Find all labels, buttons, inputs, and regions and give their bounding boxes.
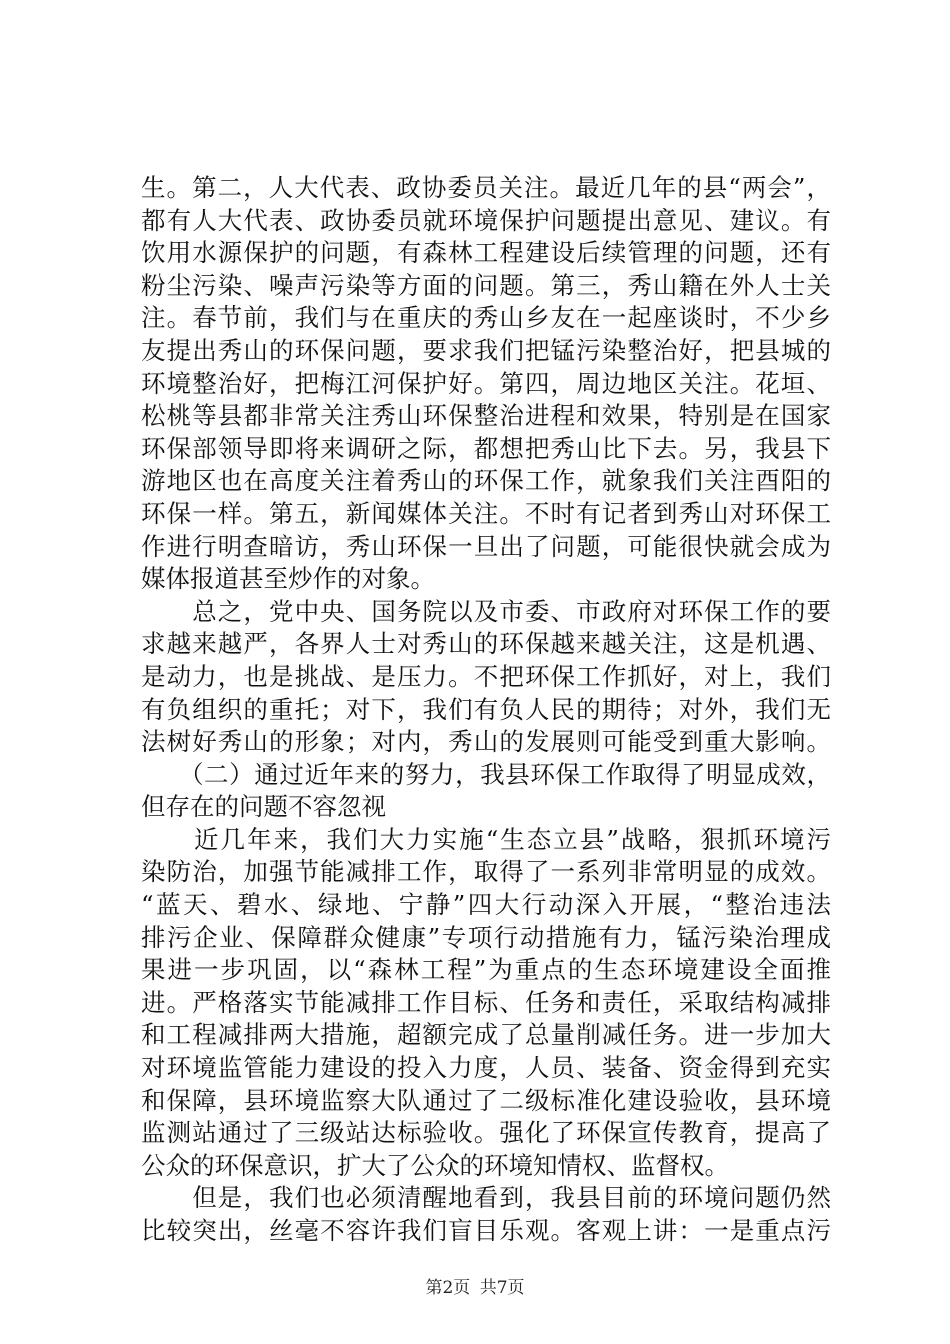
text-line: 但存在的问题不容忽视	[141, 792, 386, 822]
text-line: 公众的环保意识，扩大了公众的环境知情权、监督权。	[141, 1150, 729, 1180]
text-line: 环境整治好，把梅江河保护好。第四，周边地区关注。花垣、	[141, 368, 831, 398]
text-line: 法树好秀山的形象；对内，秀山的发展则可能受到重大影响。	[141, 727, 831, 757]
text-line: 饮用水源保护的问题，有森林工程建设后续管理的问题，还有	[141, 238, 831, 268]
text-line: （二）通过近年来的努力，我县环保工作取得了明显成效，	[141, 759, 831, 789]
text-line: 和工程减排两大措施，超额完成了总量削减任务。进一步加大	[141, 1020, 831, 1050]
text-line: 和保障，县环境监察大队通过了二级标准化建设验收，县环境	[141, 1085, 831, 1115]
text-line: 但是，我们也必须清醒地看到，我县目前的环境问题仍然	[141, 1183, 831, 1213]
text-line: 总之，党中央、国务院以及市委、市政府对环保工作的要	[141, 596, 831, 626]
page-total: 共7页	[479, 1278, 525, 1298]
text-line: 染防治，加强节能减排工作，取得了一系列非常明显的成效。	[141, 857, 831, 887]
text-line: 是动力，也是挑战、是压力。不把环保工作抓好，对上，我们	[141, 661, 831, 691]
text-line: “蓝天、碧水、绿地、宁静”四大行动深入开展，“整治违法	[141, 890, 831, 920]
text-line: 作进行明查暗访，秀山环保一旦出了问题，可能很快就会成为	[141, 531, 831, 561]
text-line: 松桃等县都非常关注秀山环保整治进程和效果，特别是在国家	[141, 401, 831, 431]
text-line: 环保部领导即将来调研之际，都想把秀山比下去。另，我县下	[141, 433, 831, 463]
text-line: 都有人大代表、政协委员就环境保护问题提出意见、建议。有	[141, 205, 831, 235]
text-line: 游地区也在高度关注着秀山的环保工作，就象我们关注酉阳的	[141, 466, 831, 496]
page-number: 第2页	[425, 1278, 471, 1298]
text-line: 有负组织的重托；对下，我们有负人民的期待；对外，我们无	[141, 694, 831, 724]
text-line: 比较突出，丝毫不容许我们盲目乐观。客观上讲：一是重点污	[141, 1216, 831, 1245]
text-line: 排污企业、保障群众健康”专项行动措施有力，锰污染治理成	[141, 922, 831, 952]
text-line: 求越来越严，各界人士对秀山的环保越来越关注，这是机遇、	[141, 629, 831, 659]
text-line: 监测站通过了三级站达标验收。强化了环保宣传教育，提高了	[141, 1118, 831, 1148]
page-footer	[0, 1273, 950, 1298]
text-line: 友提出秀山的环保问题，要求我们把锰污染整治好，把县城的	[141, 335, 831, 365]
body-text	[141, 172, 831, 1248]
text-line: 媒体报道甚至炒作的对象。	[141, 564, 435, 594]
text-line: 粉尘污染、噪声污染等方面的问题。第三，秀山籍在外人士关	[141, 270, 831, 300]
text-line: 进。严格落实节能减排工作目标、任务和责任，采取结构减排	[141, 987, 831, 1017]
text-line: 对环境监管能力建设的投入力度，人员、装备、资金得到充实	[141, 1053, 831, 1083]
text-line: 近几年来，我们大力实施“生态立县”战略，狠抓环境污	[141, 824, 831, 854]
text-line: 果进一步巩固，以“森林工程”为重点的生态环境建设全面推	[141, 955, 831, 985]
text-line: 环保一样。第五，新闻媒体关注。不时有记者到秀山对环保工	[141, 498, 831, 528]
text-line: 生。第二，人大代表、政协委员关注。最近几年的县“两会”，	[141, 173, 831, 202]
text-line: 注。春节前，我们与在重庆的秀山乡友在一起座谈时，不少乡	[141, 303, 831, 333]
